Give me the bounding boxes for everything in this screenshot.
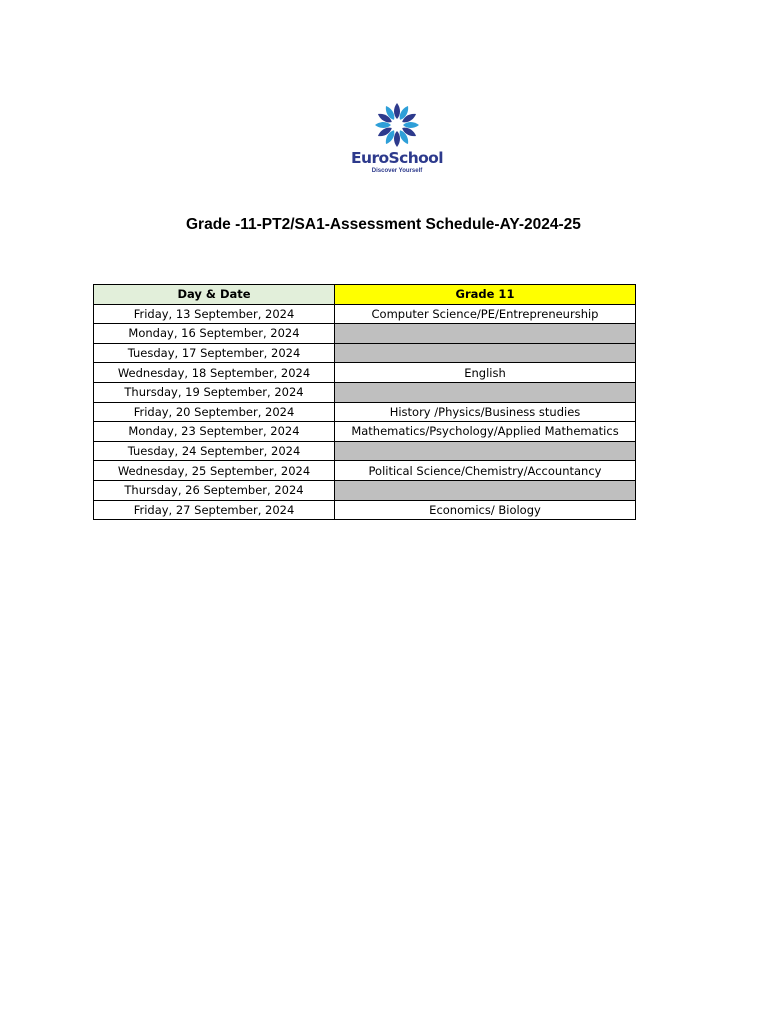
table-row [94, 500, 636, 520]
logo-petal [403, 122, 419, 128]
schedule-body [94, 304, 636, 520]
row-subject-blocked [335, 343, 636, 363]
table-row [94, 441, 636, 461]
row-date: Friday, 27 September, 2024 [94, 500, 335, 520]
table-row [94, 382, 636, 402]
logo-name: EuroSchool [351, 149, 443, 167]
table-header-row [94, 285, 636, 305]
row-subject-blocked [335, 382, 636, 402]
euroschool-logo [344, 102, 450, 178]
table-row [94, 480, 636, 500]
logo-center [392, 120, 402, 130]
table-row [94, 402, 636, 422]
row-subject: English [335, 363, 636, 383]
euroschool-star-icon [372, 102, 422, 148]
logo-tagline: Discover Yourself [371, 168, 423, 174]
row-date: Monday, 23 September, 2024 [94, 422, 335, 442]
row-subject: History /Physics/Business studies [335, 402, 636, 422]
row-date: Friday, 13 September, 2024 [94, 304, 335, 324]
row-subject-blocked [335, 441, 636, 461]
row-date: Tuesday, 24 September, 2024 [94, 441, 335, 461]
row-date: Thursday, 26 September, 2024 [94, 480, 335, 500]
header-day-date: Day & Date [94, 285, 335, 305]
table-row [94, 343, 636, 363]
row-date: Monday, 16 September, 2024 [94, 324, 335, 344]
logo-petal [394, 131, 400, 147]
row-subject: Economics/ Biology [335, 500, 636, 520]
row-date: Thursday, 19 September, 2024 [94, 382, 335, 402]
page-title: Grade -11-PT2/SA1-Assessment Schedule-AY-2024-25 [186, 216, 581, 233]
table-row [94, 304, 636, 324]
row-subject: Political Science/Chemistry/Accountancy [335, 461, 636, 481]
row-date: Tuesday, 17 September, 2024 [94, 343, 335, 363]
table-row [94, 324, 636, 344]
table-row [94, 363, 636, 383]
row-date: Friday, 20 September, 2024 [94, 402, 335, 422]
logo-petal [375, 122, 391, 128]
table-row [94, 422, 636, 442]
row-subject: Mathematics/Psychology/Applied Mathematics [335, 422, 636, 442]
row-subject-blocked [335, 480, 636, 500]
table-row [94, 461, 636, 481]
row-subject: Computer Science/PE/Entrepreneurship [335, 304, 636, 324]
schedule-table [93, 284, 636, 520]
header-grade: Grade 11 [335, 285, 636, 305]
logo-petal [394, 103, 400, 119]
row-date: Wednesday, 18 September, 2024 [94, 363, 335, 383]
row-subject-blocked [335, 324, 636, 344]
row-date: Wednesday, 25 September, 2024 [94, 461, 335, 481]
